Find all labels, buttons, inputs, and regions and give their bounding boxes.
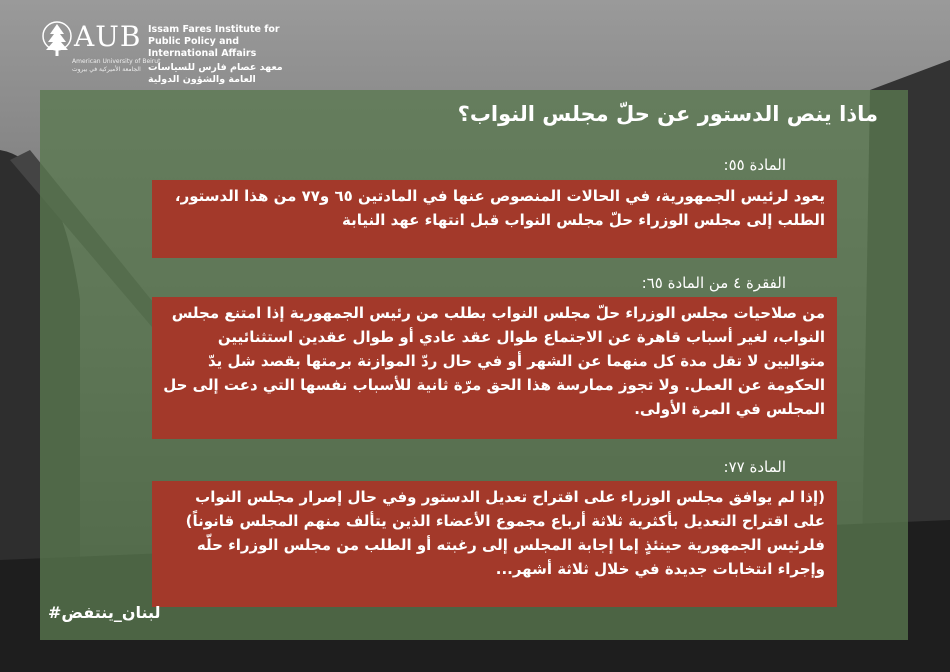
content-panel [40,90,908,640]
article-77-label: المادة ٧٧: [723,458,786,476]
aub-ifi-logo [40,14,300,84]
article-77-text: (إذا لم يوافق مجلس الوزراء على اقتراح تعديل الدستور وفي حال إصرار مجلس النواب على اقتراح التعديل بأكثرية ثلاثة أرباع مجموع الأعضاء الذين يتألف منهم المجلس قانوناً) فلرئيس الجمهورية حينئذٍ إما إجابة المجلس إلى رغبته أو الطلب من مجلس الوزراء حلّه وإجراء انتخابات جديدة في خلال ثلاثة أشهر... [152,481,837,607]
aub-subtitle-ar: الجامعة الأميركية في بيروت [72,66,141,73]
article-55-text: يعود لرئيس الجمهورية، في الحالات المنصوص عنها في المادتين ٦٥ و٧٧ من هذا الدستور، الطلب إلى مجلس الوزراء حلّ مجلس النواب قبل انتهاء عهد النيابة [152,180,837,258]
hashtag-lebanon-revolts: #لبنان_ينتفض [48,603,161,622]
article-55-label: المادة ٥٥: [723,156,786,174]
aub-subtitle-en: American University of Beirut [72,58,161,65]
article-65-label: الفقرة ٤ من المادة ٦٥: [641,274,786,292]
page-title: ماذا ينص الدستور عن حلّ مجلس النواب؟ [457,102,878,126]
institute-name-ar: معهد عصام فارس للسياسات العامة والشؤون الدولية [148,62,283,85]
aub-wordmark: AUB [74,20,142,53]
article-65-text: من صلاحيات مجلس الوزراء حلّ مجلس النواب بطلب من رئيس الجمهورية إذا امتنع مجلس النواب، لغير أسباب قاهرة عن الاجتماع طوال عقد عادي أو طوال عقدين استثنائيين متواليين لا تقل مدة كل منهما عن الشهر أو في حال ردّ الموازنة برمتها بقصد شل يدّ الحكومة عن العمل. ولا تجوز ممارسة هذا الحق مرّة ثانية للأسباب نفسها التي دعت إلى حل المجلس في المرة الأولى. [152,297,837,439]
institute-name-en: Issam Fares Institute for Public Policy and International Affairs [148,24,280,59]
cedar-tree-icon [42,18,72,62]
